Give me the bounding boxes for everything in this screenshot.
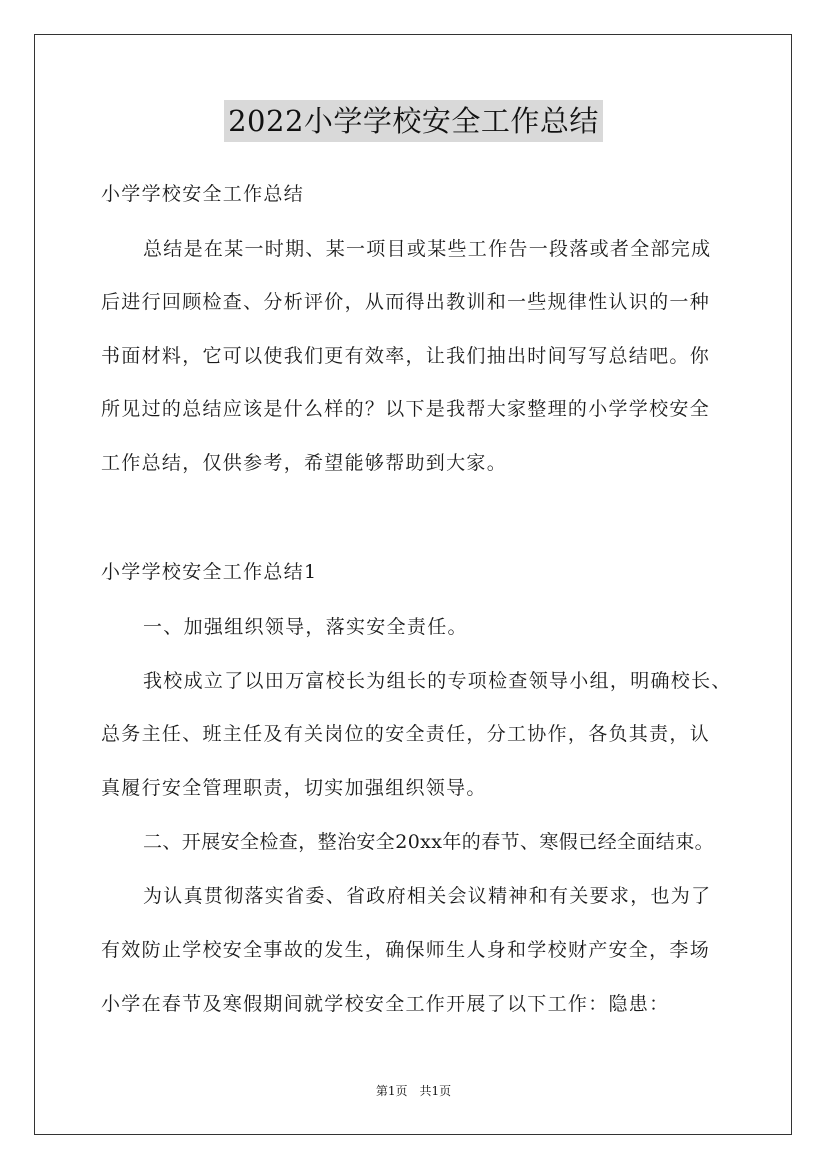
paragraph-line: 书面材料，它可以使我们更有效率，让我们抽出时间写写总结吧。你	[101, 345, 711, 367]
paragraph-line: 工作总结，仅供参考，希望能够帮助到大家。	[101, 452, 508, 474]
paragraph-line: 一、加强组织领导，落实安全责任。	[143, 616, 468, 638]
paragraph-line: 总务主任、班主任及有关岗位的安全责任，分工协作，各负其责，认	[101, 723, 711, 745]
subtitle-line: 小学学校安全工作总结	[101, 183, 305, 205]
paragraph-line: 小学在春节及寒假期间就学校安全工作开展了以下工作：隐患：	[101, 993, 670, 1015]
document-title: 2022小学学校安全工作总结	[224, 100, 603, 142]
paragraph-line: 总结是在某一时期、某一项目或某些工作告一段落或者全部完成	[143, 238, 712, 260]
paragraph-line: 二、开展安全检查，整治安全20xx年的春节、寒假已经全面结束。	[143, 831, 715, 853]
paragraph-line: 所见过的总结应该是什么样的？以下是我帮大家整理的小学学校安全	[101, 398, 711, 420]
title-container	[0, 100, 827, 142]
paragraph-line: 有效防止学校安全事故的发生，确保师生人身和学校财产安全，李场	[101, 939, 711, 961]
paragraph-line: 为认真贯彻落实省委、省政府相关会议精神和有关要求，也为了	[143, 885, 712, 907]
section-heading: 小学学校安全工作总结1	[101, 561, 318, 583]
paragraph-line: 真履行安全管理职责，切实加强组织领导。	[101, 777, 487, 799]
paragraph-line: 我校成立了以田万富校长为组长的专项检查领导小组，明确校长、	[143, 670, 732, 692]
page-footer: 第1页 共1页	[375, 1084, 452, 1098]
paragraph-line: 后进行回顾检查、分析评价，从而得出教训和一些规律性认识的一种	[101, 291, 711, 313]
